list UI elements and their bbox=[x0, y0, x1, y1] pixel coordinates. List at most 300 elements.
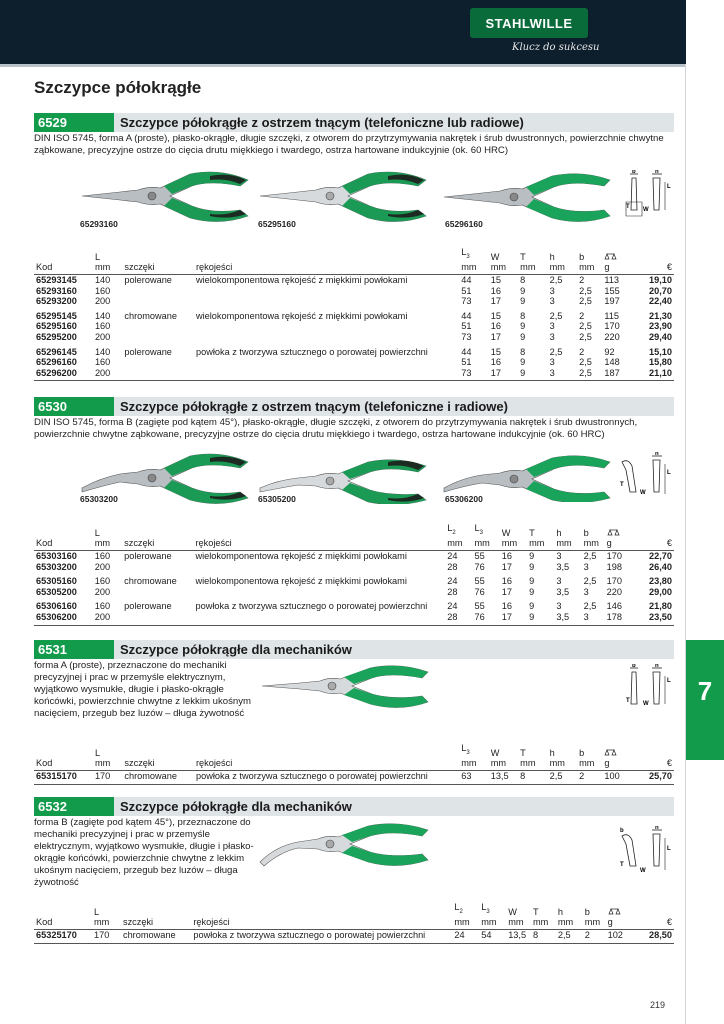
pliers-image-65296160[interactable] bbox=[442, 172, 612, 222]
cell-l3: 55 bbox=[474, 551, 485, 562]
cell-l: 200 bbox=[94, 561, 111, 572]
cell-l: 160 bbox=[94, 551, 111, 562]
col-l: L bbox=[94, 251, 101, 262]
cell-g: 178 bbox=[605, 612, 632, 625]
cell-g: 92 bbox=[604, 346, 615, 357]
cell-b: 2 bbox=[579, 275, 585, 286]
right-margin-rule bbox=[685, 64, 686, 1024]
col-b: b bbox=[579, 251, 585, 262]
section-code: 6532 bbox=[34, 797, 114, 816]
cell-h: 3 bbox=[549, 357, 555, 368]
col-szczeki: szczęki bbox=[122, 262, 194, 274]
cell-szczeki bbox=[122, 368, 194, 381]
cell-kod: 65295200 bbox=[36, 331, 77, 342]
cell-w: 15 bbox=[490, 310, 501, 321]
cell-price: 29,40 bbox=[649, 331, 672, 342]
unit-mm: mm bbox=[548, 262, 577, 274]
cell-g: 197 bbox=[604, 296, 620, 307]
cell-b: 2,5 bbox=[579, 331, 592, 342]
cell-h: 2,5 bbox=[549, 275, 563, 286]
col-t: T bbox=[520, 251, 526, 262]
cell-rekojesci bbox=[193, 562, 445, 573]
cell-t: 9 bbox=[520, 321, 526, 332]
unit-mm: mm bbox=[556, 917, 583, 929]
cell-l3: 51 bbox=[461, 357, 472, 368]
col-price: € bbox=[633, 917, 675, 929]
cell-h: 3 bbox=[556, 576, 562, 587]
cell-w: 16 bbox=[501, 601, 513, 612]
cell-h: 3 bbox=[549, 331, 555, 342]
cell-price: 20,70 bbox=[649, 285, 672, 296]
section-code: 6531 bbox=[34, 640, 114, 659]
tool-label: 65293160 bbox=[80, 219, 118, 229]
pliers-image-6532[interactable] bbox=[258, 820, 430, 870]
cell-l: 140 bbox=[94, 310, 111, 321]
unit-mm: mm bbox=[479, 917, 506, 929]
col-l: L bbox=[94, 527, 100, 538]
cell-g: 170 bbox=[604, 321, 620, 332]
chapter-tab[interactable]: 7 bbox=[686, 640, 724, 760]
cell-szczeki: chromowane bbox=[122, 771, 194, 785]
section-description: forma B (zagięte pod kątem 45°), przeznaczone do mechaniki precyzyjnej i prac w przemyśle elektrycznym, wyjątkowo wysmukłe, długie i płasko-okrągłe końcówki, powierzchnie chwytne z lekkim ukośnym nacięciem, przegub bez luzów – długa żywotność bbox=[34, 817, 254, 888]
cell-w: 16 bbox=[490, 357, 501, 368]
cell-g: 220 bbox=[604, 331, 620, 342]
cell-b: 2,5 bbox=[579, 357, 592, 368]
col-l2: $L_2$ bbox=[454, 902, 463, 915]
table-row bbox=[34, 587, 674, 598]
unit-g: g bbox=[606, 917, 633, 929]
table-row bbox=[34, 562, 674, 573]
col-h: h bbox=[549, 747, 555, 758]
weight-icon bbox=[605, 523, 632, 538]
unit-mm: mm bbox=[518, 758, 547, 770]
cell-rekojesci: wielokomponentowa rękojeść z miękkimi powłokami bbox=[195, 551, 407, 562]
col-h: h bbox=[549, 251, 555, 262]
cell-l: 140 bbox=[94, 275, 111, 286]
cell-kod: 65325170 bbox=[34, 930, 92, 944]
cell-szczeki: chromowane bbox=[121, 930, 191, 944]
cell-szczeki: chromowane bbox=[124, 576, 177, 587]
cell-b: 2,5 bbox=[579, 321, 592, 332]
cell-l3: 73 bbox=[461, 296, 472, 307]
cell-l3: 76 bbox=[473, 612, 500, 625]
cell-rekojesci: wielokomponentowa rękojeść z miękkimi powłokami bbox=[195, 310, 408, 321]
col-w: W bbox=[508, 906, 517, 917]
cell-szczeki: polerowane bbox=[124, 275, 172, 286]
unit-mm: mm bbox=[92, 917, 121, 929]
cell-h: 3,5 bbox=[556, 586, 570, 597]
cell-rekojesci bbox=[194, 321, 459, 332]
col-w: W bbox=[490, 251, 500, 262]
cell-l: 200 bbox=[94, 296, 111, 307]
cell-price: 23,90 bbox=[649, 321, 672, 332]
cell-l3: 51 bbox=[461, 285, 472, 296]
col-w: W bbox=[501, 527, 511, 538]
cell-l: 200 bbox=[94, 331, 111, 342]
unit-mm: mm bbox=[582, 538, 605, 550]
cell-rekojesci bbox=[193, 612, 445, 625]
cell-l2: 28 bbox=[445, 612, 472, 625]
svg-text:h: h bbox=[655, 452, 659, 457]
cell-l3: 55 bbox=[474, 576, 485, 587]
table-row bbox=[34, 612, 674, 625]
svg-text:W: W bbox=[640, 868, 646, 874]
cell-kod: 65305160 bbox=[36, 576, 77, 587]
cell-l3: 76 bbox=[474, 561, 485, 572]
cell-b: 2 bbox=[579, 346, 585, 357]
table-row bbox=[34, 296, 674, 307]
table-row bbox=[34, 368, 674, 381]
cell-b: 2,5 bbox=[583, 576, 597, 587]
cell-kod: 65293160 bbox=[36, 285, 77, 296]
product-table-6531 bbox=[34, 743, 674, 785]
weight-icon bbox=[606, 902, 633, 917]
svg-text:b: b bbox=[632, 170, 636, 175]
svg-text:L: L bbox=[667, 470, 671, 476]
col-kod: Kod bbox=[34, 538, 93, 550]
weight-icon bbox=[602, 247, 631, 262]
cell-l2: 24 bbox=[447, 551, 458, 562]
svg-text:L: L bbox=[667, 184, 671, 190]
unit-mm: mm bbox=[577, 758, 602, 770]
cell-kod: 65296160 bbox=[36, 357, 77, 368]
col-l3: $L_3$ bbox=[461, 247, 470, 260]
table-row bbox=[34, 286, 674, 297]
cell-h: 2,5 bbox=[548, 771, 577, 785]
cell-w: 16 bbox=[501, 576, 513, 587]
cell-w: 17 bbox=[490, 296, 501, 307]
cell-szczeki bbox=[122, 332, 194, 343]
cell-t: 9 bbox=[527, 612, 554, 625]
col-l3: $L_3$ bbox=[481, 902, 490, 915]
section-header-6530 bbox=[34, 397, 674, 416]
cell-g: 155 bbox=[604, 285, 620, 296]
cell-l3: 51 bbox=[461, 321, 472, 332]
unit-mm: mm bbox=[583, 917, 606, 929]
cell-szczeki bbox=[122, 357, 194, 368]
unit-mm: mm bbox=[473, 538, 500, 550]
cell-g: 170 bbox=[606, 551, 623, 562]
cell-price: 21,80 bbox=[649, 601, 672, 612]
cell-l: 200 bbox=[93, 368, 122, 381]
cell-rekojesci bbox=[194, 332, 459, 343]
cell-h: 2,5 bbox=[549, 346, 563, 357]
cell-h: 3,5 bbox=[554, 612, 581, 625]
unit-mm: mm bbox=[93, 758, 122, 770]
section-title: Szczypce półokrągłe dla mechaników bbox=[114, 640, 674, 659]
cell-h: 3 bbox=[549, 296, 555, 307]
table-row bbox=[34, 771, 674, 785]
cell-t: 8 bbox=[520, 275, 526, 286]
cell-rekojesci bbox=[193, 587, 445, 598]
section-title: Szczypce półokrągłe z ostrzem tnącym (telefoniczne lub radiowe) bbox=[114, 113, 674, 132]
dimension-diagram-icon bbox=[618, 452, 676, 508]
cell-t: 9 bbox=[529, 601, 535, 612]
table-row bbox=[34, 597, 674, 612]
table-row bbox=[34, 332, 674, 343]
svg-text:h: h bbox=[655, 664, 659, 669]
section-code: 6530 bbox=[34, 397, 114, 416]
dimension-diagram-icon bbox=[618, 826, 676, 884]
col-price: € bbox=[632, 758, 674, 770]
table-row bbox=[34, 572, 674, 587]
unit-g: g bbox=[605, 538, 632, 550]
cell-w: 15 bbox=[490, 346, 501, 357]
col-t: T bbox=[533, 906, 539, 917]
cell-kod: 65293145 bbox=[36, 275, 77, 286]
cell-price: 21,10 bbox=[632, 368, 674, 381]
cell-kod: 65303200 bbox=[36, 561, 77, 572]
unit-mm: mm bbox=[500, 538, 527, 550]
cell-h: 3 bbox=[549, 285, 555, 296]
svg-text:T: T bbox=[626, 698, 630, 704]
col-h: h bbox=[556, 527, 562, 538]
cell-szczeki: polerowane bbox=[124, 601, 172, 612]
cell-t: 9 bbox=[520, 296, 526, 307]
cell-b: 2 bbox=[583, 930, 606, 944]
col-szczeki: szczęki bbox=[121, 917, 191, 929]
svg-text:W: W bbox=[643, 701, 649, 707]
cell-rekojesci bbox=[194, 296, 459, 307]
col-t: T bbox=[529, 527, 535, 538]
svg-text:W: W bbox=[640, 490, 646, 496]
cell-l3: 44 bbox=[461, 346, 472, 357]
cell-kod: 65306160 bbox=[36, 601, 77, 612]
unit-mm: mm bbox=[527, 538, 554, 550]
cell-kod: 65315170 bbox=[34, 771, 93, 785]
tool-label: 65303200 bbox=[80, 494, 118, 504]
header-right-spacer bbox=[686, 0, 724, 64]
cell-b: 2,5 bbox=[583, 601, 597, 612]
col-kod: Kod bbox=[34, 758, 93, 770]
cell-g: 220 bbox=[606, 586, 623, 597]
cell-szczeki bbox=[122, 612, 193, 625]
section-header-6531 bbox=[34, 640, 674, 659]
unit-mm: mm bbox=[93, 262, 122, 274]
cell-szczeki bbox=[122, 562, 193, 573]
svg-text:T: T bbox=[620, 862, 624, 868]
cell-rekojesci bbox=[194, 368, 459, 381]
cell-g: 148 bbox=[604, 357, 620, 368]
col-kod: Kod bbox=[34, 262, 93, 274]
cell-price: 15,80 bbox=[649, 357, 672, 368]
cell-w: 16 bbox=[490, 285, 501, 296]
cell-w: 17 bbox=[489, 368, 518, 381]
unit-mm: mm bbox=[506, 917, 531, 929]
cell-g: 102 bbox=[606, 930, 633, 944]
table-row bbox=[34, 930, 674, 944]
col-l3: $L_3$ bbox=[474, 523, 483, 536]
col-rekojesci: rękojeści bbox=[194, 758, 459, 770]
cell-l: 160 bbox=[94, 321, 111, 332]
cell-kod: 65305200 bbox=[36, 586, 77, 597]
cell-l3: 54 bbox=[479, 930, 506, 944]
cell-rekojesci: wielokomponentowa rękojeść z miękkimi powłokami bbox=[195, 576, 407, 587]
section-title: Szczypce półokrągłe dla mechaników bbox=[114, 797, 674, 816]
cell-l3: 44 bbox=[461, 310, 472, 321]
cell-w: 17 bbox=[490, 331, 501, 342]
cell-szczeki: polerowane bbox=[124, 551, 172, 562]
cell-kod: 65296145 bbox=[36, 346, 77, 357]
cell-l: 200 bbox=[93, 612, 122, 625]
cell-szczeki bbox=[122, 321, 194, 332]
cell-price: 25,70 bbox=[632, 771, 674, 785]
unit-mm: mm bbox=[489, 262, 518, 274]
cell-l: 160 bbox=[94, 576, 111, 587]
cell-t: 8 bbox=[531, 930, 556, 944]
unit-mm: mm bbox=[554, 538, 581, 550]
unit-mm: mm bbox=[459, 262, 488, 274]
cell-l3: 73 bbox=[459, 368, 488, 381]
tool-label: 65305200 bbox=[258, 494, 296, 504]
cell-rekojesci bbox=[194, 286, 459, 297]
cell-kod: 65303160 bbox=[36, 551, 77, 562]
svg-text:L: L bbox=[667, 678, 671, 684]
section-description: forma A (proste), przeznaczone do mechaniki precyzyjnej i prac w przemyśle elektrycznym, wyjątkowo wysmukłe, długie i płasko-okrągłe końcówki, powierzchnie chwytne z lekkim ukośnym nacięciem, przegub bez luzów – długa żywotność bbox=[34, 660, 252, 719]
page-title: Szczypce półokrągłe bbox=[34, 78, 202, 97]
col-b: b bbox=[584, 906, 590, 917]
cell-t: 9 bbox=[520, 331, 526, 342]
cell-g: 187 bbox=[602, 368, 631, 381]
cell-l3: 73 bbox=[461, 331, 472, 342]
cell-h: 2,5 bbox=[556, 930, 583, 944]
unit-mm: mm bbox=[531, 917, 556, 929]
table-row bbox=[34, 343, 674, 358]
cell-l3: 55 bbox=[474, 601, 485, 612]
section-description: DIN ISO 5745, forma B (zagięte pod kątem 45°), płasko-okrągłe, długie szczęki, z otworem do przytrzymywania nakrętek i śrub dwustronnych, powierzchnie chwytne ząbkowane, precyzyjne ostrze do cięcia drutu miękkiego i twardego, ostrza hartowane indukcyjnie (ok. 60 HRC) bbox=[34, 417, 638, 440]
cell-t: 9 bbox=[529, 551, 535, 562]
col-b: b bbox=[579, 747, 585, 758]
col-w: W bbox=[490, 747, 500, 758]
product-table-6532 bbox=[34, 902, 674, 944]
col-l: L bbox=[94, 747, 101, 758]
col-szczeki: szczęki bbox=[122, 758, 194, 770]
weight-icon bbox=[602, 743, 631, 758]
cell-l: 170 bbox=[93, 771, 122, 785]
cell-rekojesci: wielokomponentowa rękojeść z miękkimi powłokami bbox=[195, 275, 408, 286]
tool-label: 65306200 bbox=[445, 494, 483, 504]
cell-h: 2,5 bbox=[549, 310, 563, 321]
cell-g: 198 bbox=[606, 561, 623, 572]
unit-mm: mm bbox=[489, 758, 518, 770]
cell-b: 3 bbox=[583, 561, 589, 572]
cell-price: 19,10 bbox=[649, 275, 672, 286]
cell-b: 2 bbox=[579, 310, 585, 321]
cell-t: 8 bbox=[520, 310, 526, 321]
col-l3: $L_3$ bbox=[461, 743, 470, 756]
cell-b: 2,5 bbox=[583, 551, 597, 562]
cell-szczeki: chromowane bbox=[124, 310, 178, 321]
unit-mm: mm bbox=[577, 262, 602, 274]
product-table-6530 bbox=[34, 523, 674, 626]
col-szczeki: szczęki bbox=[122, 538, 193, 550]
table-body bbox=[34, 771, 674, 785]
col-rekojesci: rękojeści bbox=[191, 917, 452, 929]
cell-price: 21,30 bbox=[649, 310, 672, 321]
table-row bbox=[34, 275, 674, 286]
cell-l: 200 bbox=[94, 586, 111, 597]
col-b: b bbox=[583, 527, 589, 538]
pliers-image-65293160[interactable] bbox=[80, 170, 250, 222]
cell-kod: 65293200 bbox=[36, 296, 77, 307]
cell-g: 100 bbox=[602, 771, 631, 785]
cell-h: 3 bbox=[556, 601, 562, 612]
cell-g: 115 bbox=[604, 310, 620, 321]
cell-price: 28,50 bbox=[633, 930, 675, 944]
cell-t: 9 bbox=[529, 586, 535, 597]
cell-l: 160 bbox=[94, 357, 111, 368]
table-row bbox=[34, 307, 674, 322]
cell-price: 15,10 bbox=[649, 346, 672, 357]
cell-price: 26,40 bbox=[649, 561, 672, 572]
table-row bbox=[34, 321, 674, 332]
cell-kod: 65295145 bbox=[36, 310, 77, 321]
cell-l2: 24 bbox=[447, 601, 458, 612]
cell-price: 23,50 bbox=[632, 612, 674, 625]
section-title: Szczypce półokrągłe z ostrzem tnącym (telefoniczne i radiowe) bbox=[114, 397, 674, 416]
cell-g: 146 bbox=[606, 601, 623, 612]
unit-g: g bbox=[602, 758, 631, 770]
table-body bbox=[34, 930, 674, 944]
col-price: € bbox=[632, 262, 674, 274]
cell-b: 2,5 bbox=[579, 285, 592, 296]
cell-l2: 24 bbox=[452, 930, 479, 944]
dimension-diagram-icon bbox=[620, 170, 676, 226]
cell-l: 160 bbox=[94, 601, 111, 612]
cell-g: 113 bbox=[604, 275, 620, 286]
cell-l2: 28 bbox=[447, 586, 458, 597]
col-t: T bbox=[520, 747, 526, 758]
col-price: € bbox=[632, 538, 674, 550]
cell-w: 13,5 bbox=[506, 930, 531, 944]
cell-kod: 65296200 bbox=[34, 368, 93, 381]
unit-mm: mm bbox=[548, 758, 577, 770]
unit-mm: mm bbox=[518, 262, 547, 274]
cell-h: 3 bbox=[549, 321, 555, 332]
cell-rekojesci: powłoka z tworzywa sztucznego o porowatej powierzchni bbox=[191, 930, 452, 944]
cell-t: 8 bbox=[518, 771, 547, 785]
table-row bbox=[34, 551, 674, 562]
cell-t: 8 bbox=[520, 346, 526, 357]
svg-text:b: b bbox=[632, 664, 636, 669]
col-rekojesci: rękojeści bbox=[193, 538, 445, 550]
pliers-image-6531[interactable] bbox=[260, 664, 430, 708]
table-body bbox=[34, 275, 674, 381]
col-l: L bbox=[93, 906, 100, 917]
cell-rekojesci: powłoka z tworzywa sztucznego o porowatej powierzchni bbox=[195, 601, 428, 612]
svg-text:h: h bbox=[655, 170, 659, 175]
cell-l: 170 bbox=[92, 930, 121, 944]
cell-h: 3 bbox=[556, 551, 562, 562]
cell-l2: 28 bbox=[447, 561, 458, 572]
cell-kod: 65295160 bbox=[36, 321, 77, 332]
cell-b: 2,5 bbox=[577, 368, 602, 381]
cell-h: 3 bbox=[548, 368, 577, 381]
cell-w: 13,5 bbox=[489, 771, 518, 785]
cell-rekojesci: powłoka z tworzywa sztucznego o porowatej powierzchni bbox=[195, 346, 428, 357]
svg-text:T: T bbox=[626, 204, 630, 210]
section-description: DIN ISO 5745, forma A (proste), płasko-okrągłe, długie szczęki, z otworem do przytrzymywania nakrętek i śrub dwustronnych, powierzchnie chwytne ząbkowane, precyzyjne ostrze do cięcia drutu miękkiego i twardego, ostrza hartowane indukcyjnie (ok. 60 HRC) bbox=[34, 133, 664, 156]
svg-text:b: b bbox=[620, 828, 624, 834]
section-header-6532 bbox=[34, 797, 674, 816]
cell-price: 29,00 bbox=[649, 586, 672, 597]
svg-text:h: h bbox=[655, 826, 659, 831]
cell-w: 17 bbox=[500, 612, 527, 625]
tool-label: 65295160 bbox=[258, 219, 296, 229]
pliers-image-65295160[interactable] bbox=[258, 170, 428, 222]
table-body bbox=[34, 551, 674, 626]
cell-w: 17 bbox=[501, 561, 513, 572]
